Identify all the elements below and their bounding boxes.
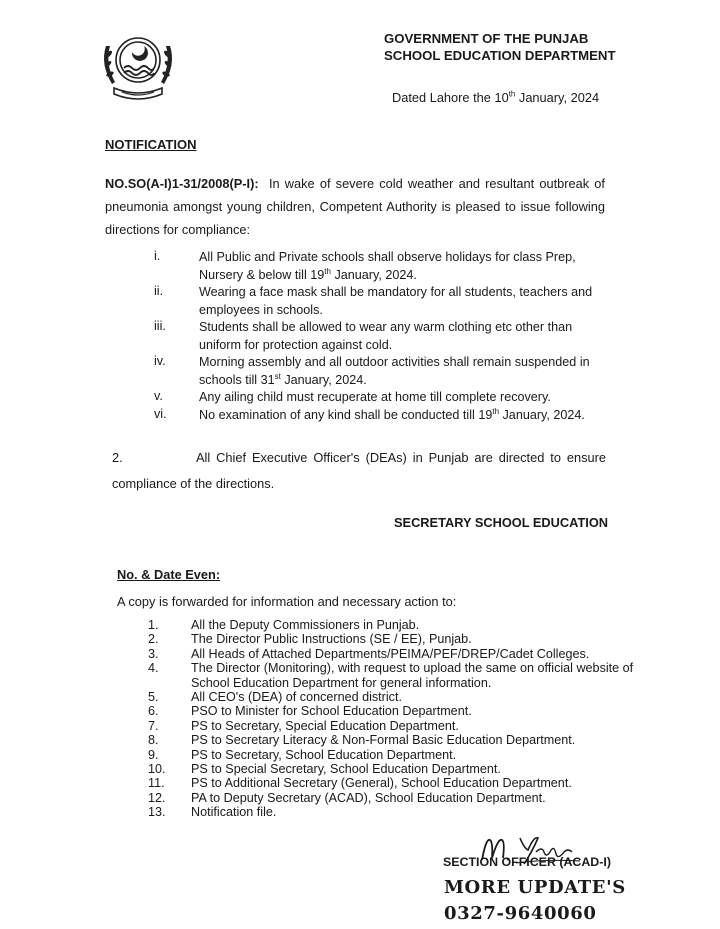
updates-overlay (444, 875, 626, 927)
dated-suffix: January, 2024 (515, 90, 600, 105)
copy-list-item (148, 733, 638, 747)
copy-list-text: PS to Special Secretary, School Education Department. (191, 762, 501, 777)
reference-number: NO.SO(A-I)1-31/2008(P-I): (105, 176, 259, 191)
copy-list-number: 10. (148, 762, 166, 777)
copy-list-item (148, 647, 638, 661)
paragraph-2 (112, 445, 606, 497)
copy-list-number: 6. (148, 704, 159, 719)
copy-list-number: 1. (148, 618, 159, 632)
direction-item (150, 389, 610, 407)
dated-prefix: Dated Lahore the 10 (392, 90, 509, 105)
direction-item (150, 249, 610, 284)
copy-list-text: All the Deputy Commissioners in Punjab. (191, 618, 420, 632)
no-date-even: No. & Date Even: (117, 567, 221, 582)
intro-paragraph (105, 172, 605, 241)
letterhead-government: GOVERNMENT OF THE PUNJAB (384, 31, 589, 46)
copy-list-text: All Heads of Attached Departments/PEIMA/PEF/DREP/Cadet Colleges. (191, 646, 590, 661)
copy-list-item (148, 661, 638, 690)
copy-list-text: All CEO's (DEA) of concerned district. (191, 690, 402, 705)
direction-text-after: January, 2024. (280, 372, 367, 387)
copy-list-number: 2. (148, 632, 159, 647)
updates-overlay-line1: MORE UPDATE'S (444, 877, 626, 898)
copy-list-number: 4. (148, 661, 159, 676)
copy-list-item (148, 762, 638, 776)
copy-list-item (148, 805, 638, 819)
direction-text (199, 284, 610, 319)
copy-list-text: PA to Deputy Secretary (ACAD), School Education Department. (191, 790, 546, 805)
copy-list-item (148, 776, 638, 790)
copy-list-number: 3. (148, 646, 159, 661)
direction-number: iv. (154, 354, 166, 368)
updates-overlay-phone: 0327-9640060 (444, 903, 597, 924)
secretary-signoff: SECRETARY SCHOOL EDUCATION (394, 515, 609, 530)
letterhead (384, 30, 616, 64)
copy-list-item (148, 632, 638, 646)
direction-text-sup: th (492, 406, 500, 416)
copy-list-number: 13. (148, 805, 166, 820)
copy-list-text: The Director Public Instructions (SE / EE), Punjab. (191, 632, 472, 647)
copy-list-text: Notification file. (191, 805, 277, 820)
dated-sup: th (508, 89, 516, 99)
direction-text (199, 354, 610, 389)
direction-number: iii. (154, 319, 166, 333)
copy-list-text: The Director (Monitoring), with request to upload the same on official website of School Education Department for general information. (191, 661, 634, 690)
copy-list-number: 5. (148, 690, 159, 705)
letterhead-department: SCHOOL EDUCATION DEPARTMENT (384, 48, 616, 63)
direction-text-main: All Public and Private schools shall observe holidays for class Prep, Nursery & below till 19 (199, 250, 576, 282)
direction-text (199, 389, 610, 407)
direction-text (199, 319, 610, 354)
copy-list-number: 9. (148, 747, 159, 762)
copy-list-number: 7. (148, 718, 159, 733)
copy-list-text: PS to Secretary Literacy & Non-Formal Basic Education Department. (191, 733, 576, 748)
direction-item (150, 407, 610, 425)
copy-distribution-list (148, 618, 638, 820)
direction-number: v. (154, 389, 163, 403)
direction-item (150, 284, 610, 319)
direction-text (199, 407, 610, 425)
copy-list-item (148, 704, 638, 718)
direction-number: ii. (154, 284, 164, 298)
dated-line (392, 90, 599, 106)
copy-list-item (148, 618, 638, 632)
punjab-seal-icon (92, 22, 184, 114)
copy-list-item (148, 791, 638, 805)
direction-item (150, 319, 610, 354)
copy-list-number: 11. (148, 776, 165, 791)
copy-list-item (148, 719, 638, 733)
paragraph-2-number: 2. (112, 450, 123, 465)
direction-text-sup: th (324, 266, 331, 276)
copy-list-item (148, 748, 638, 762)
direction-number: i. (154, 249, 161, 263)
direction-text-main: No examination of any kind shall be conducted till 19 (199, 407, 493, 422)
copy-list-item (148, 690, 638, 704)
direction-text-after: January, 2024. (330, 267, 417, 282)
direction-text-after: January, 2024. (499, 407, 585, 422)
copy-list-number: 8. (148, 733, 159, 748)
copy-list-text: PS to Secretary, School Education Department. (191, 747, 457, 762)
intro-text: In wake of severe cold weather and resultant outbreak of pneumonia amongst young children, Competent Authority is pleased to issue following directions for compliance: (105, 176, 605, 237)
copy-forwarded-line: A copy is forwarded for information and necessary action to: (117, 594, 457, 609)
direction-text (199, 249, 610, 284)
direction-text-main: Wearing a face mask shall be mandatory for all students, teachers and employees in schools. (199, 285, 593, 317)
notification-title: NOTIFICATION (105, 137, 197, 152)
copy-list-text: PS to Secretary, Special Education Department. (191, 718, 459, 733)
copy-list-number: 12. (148, 790, 166, 805)
direction-item (150, 354, 610, 389)
copy-list-text: PS to Additional Secretary (General), School Education Department. (191, 776, 572, 791)
copy-list-text: PSO to Minister for School Education Department. (191, 704, 472, 719)
section-officer-title: SECTION OFFICER (ACAD-I) (443, 855, 611, 869)
directions-list (150, 249, 610, 424)
direction-text-main: Morning assembly and all outdoor activities shall remain suspended in schools till 31 (199, 355, 590, 387)
paragraph-2-text: All Chief Executive Officer's (DEAs) in Punjab are directed to ensure compliance of the directions. (112, 450, 606, 491)
direction-number: vi. (154, 406, 167, 421)
direction-text-sup: st (274, 371, 281, 381)
direction-text-main: Students shall be allowed to wear any warm clothing etc other than uniform for protection against cold. (199, 320, 573, 352)
direction-text-main: Any ailing child must recuperate at home till complete recovery. (199, 390, 551, 404)
